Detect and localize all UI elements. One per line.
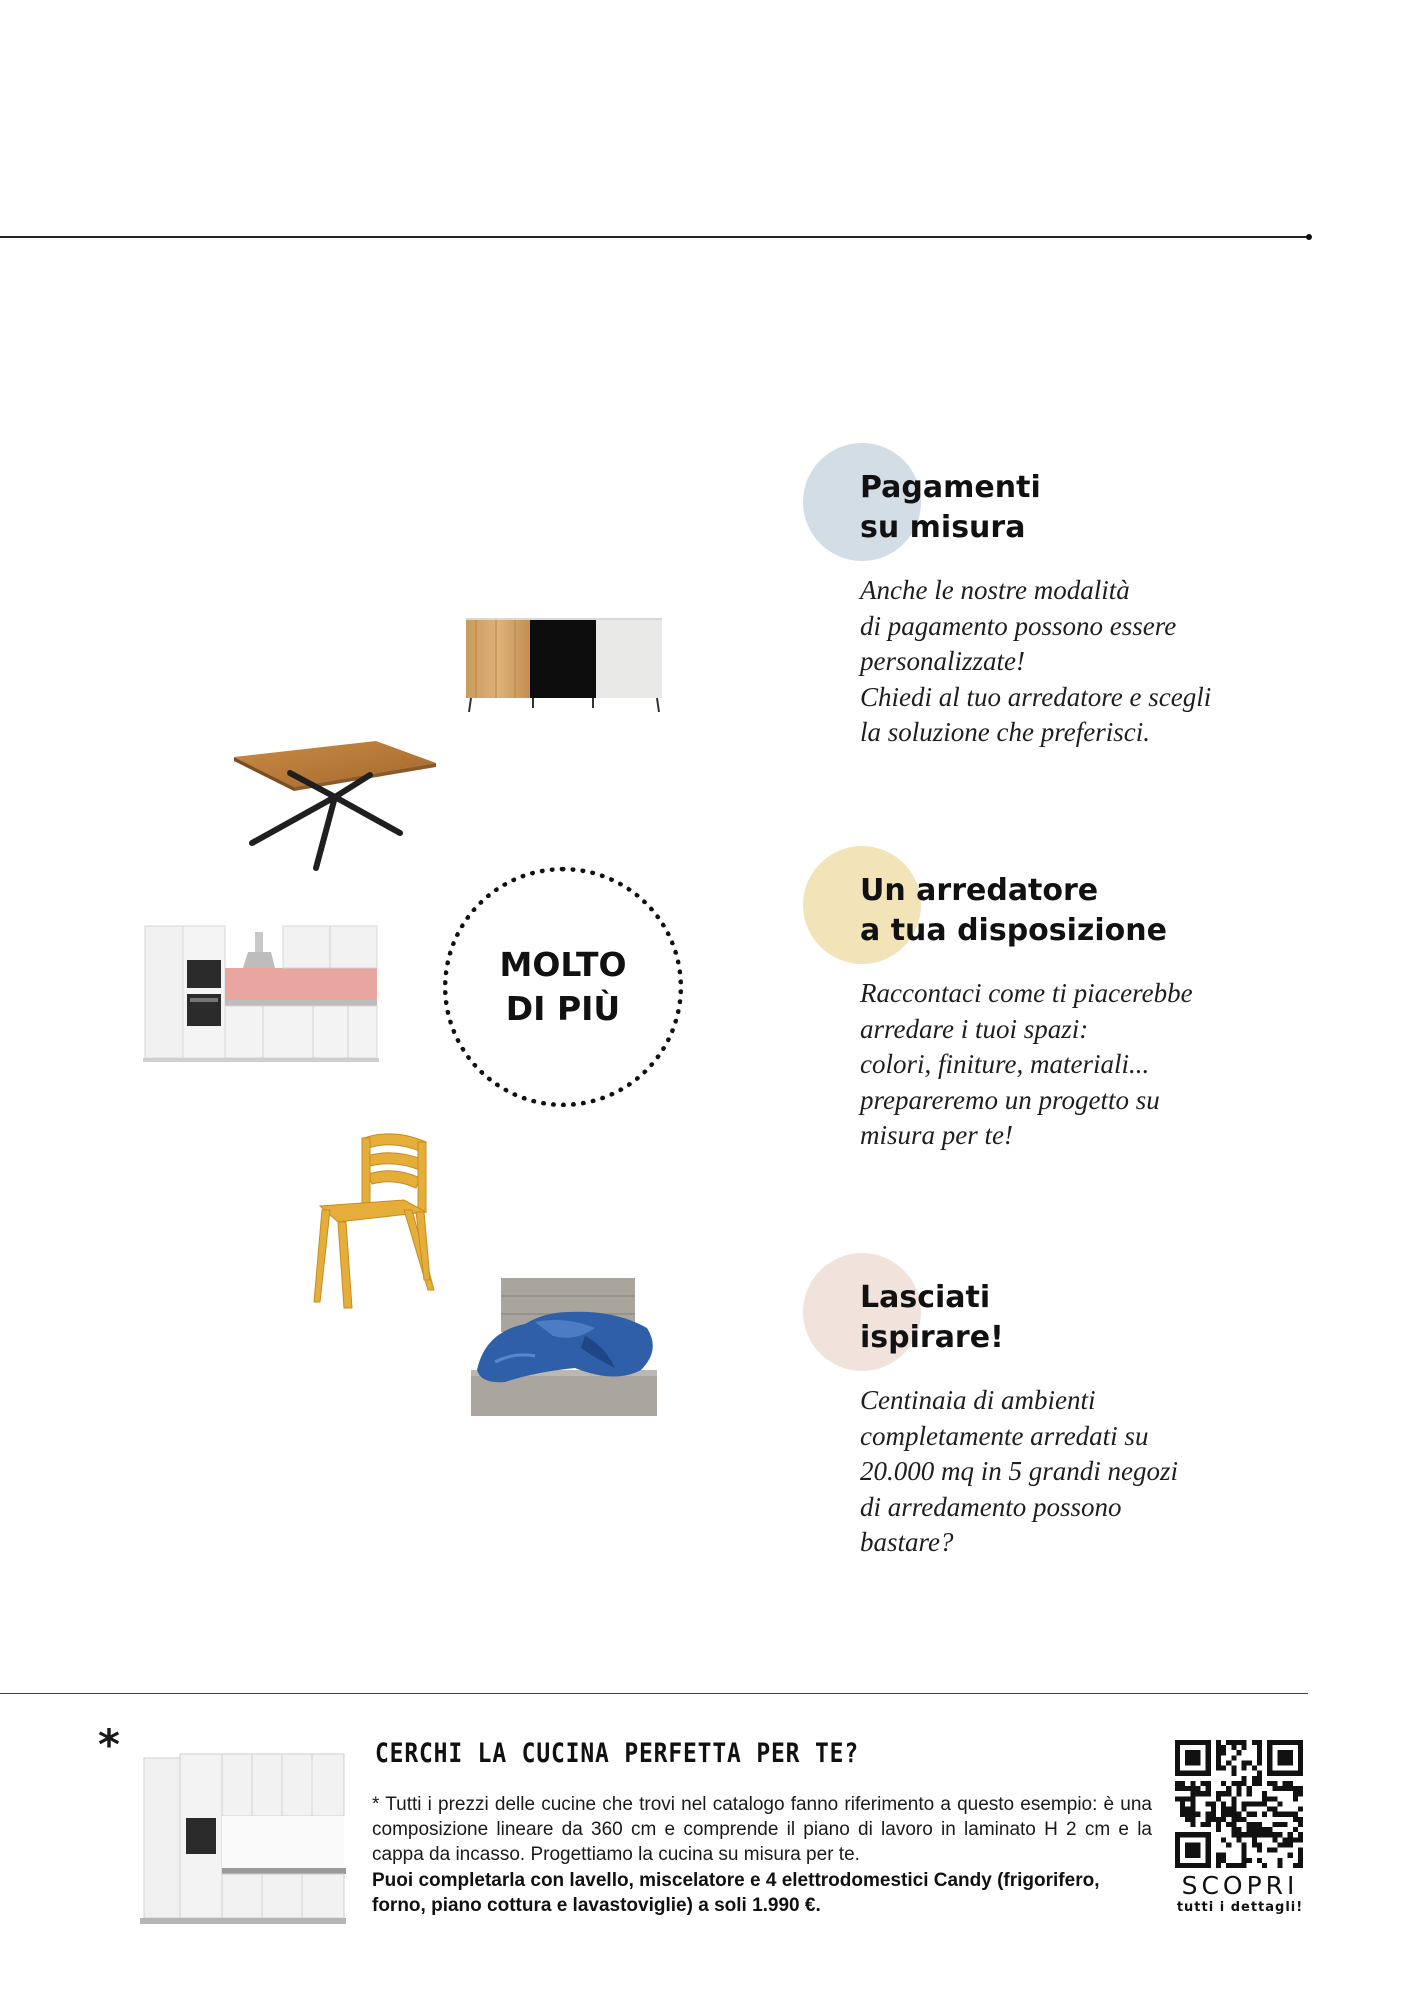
footer-kitchen-image bbox=[140, 1748, 350, 1928]
feature-heading: Un arredatore a tua disposizione bbox=[860, 873, 1167, 948]
footer-divider bbox=[0, 1693, 1308, 1694]
scopri-label: SCOPRI bbox=[1181, 1871, 1299, 1900]
footer-disclaimer: * Tutti i prezzi delle cucine che trovi nel catalogo fanno riferimento a questo esempio: è una composizione lineare da 360 cm e comprende il piano di lavoro in laminato H 2 cm e la cappa da incasso. Progettiamo la cucina su misura per te. bbox=[372, 1794, 1152, 1865]
feature-body: Anche le nostre modalità di pagamento possono essere personalizzate! Chiedi al tuo arredatore e scegli la soluzione che preferisci. bbox=[860, 575, 1212, 747]
feature-body: Raccontaci come ti piacerebbe arredare i tuoi spazi: colori, finiture, materiali... prepareremo un progetto su misura per te! bbox=[860, 978, 1193, 1150]
qr-code-icon[interactable] bbox=[1175, 1740, 1303, 1868]
table-image bbox=[230, 735, 440, 875]
dettagli-label: tutti i dettagli! bbox=[1176, 1900, 1304, 1915]
feature-heading: Pagamenti su misura bbox=[860, 470, 1041, 545]
bed-image bbox=[465, 1272, 667, 1420]
top-divider-end-dot bbox=[1306, 234, 1312, 240]
feature-body: Centinaia di ambienti completamente arredati su 20.000 mq in 5 grandi negozi di arredamento possono bastare? bbox=[860, 1385, 1179, 1557]
scopri-cta[interactable] bbox=[1172, 1872, 1308, 1915]
footer-offer: Puoi completarla con lavello, miscelatore e 4 elettrodomestici Candy (frigorifero, forno, piano cottura e lavastoviglie) a soli 1.990 €. bbox=[372, 1870, 1100, 1916]
badge-text: MOLTO DI PIÙ bbox=[499, 945, 627, 1028]
asterisk-mark: * bbox=[98, 1720, 120, 1769]
kitchen-image bbox=[143, 918, 383, 1068]
feature-ispirare bbox=[803, 1253, 1323, 1573]
footer-title: CERCHI LA CUCINA PERFETTA PER TE? bbox=[375, 1738, 860, 1769]
top-divider bbox=[0, 236, 1308, 238]
feature-arredatore bbox=[803, 846, 1323, 1166]
feature-heading: Lasciati ispirare! bbox=[860, 1280, 1004, 1355]
molto-di-piu-badge bbox=[443, 867, 683, 1107]
feature-pagamenti bbox=[803, 443, 1323, 763]
sideboard-image bbox=[463, 612, 665, 717]
chair-image bbox=[308, 1130, 438, 1312]
